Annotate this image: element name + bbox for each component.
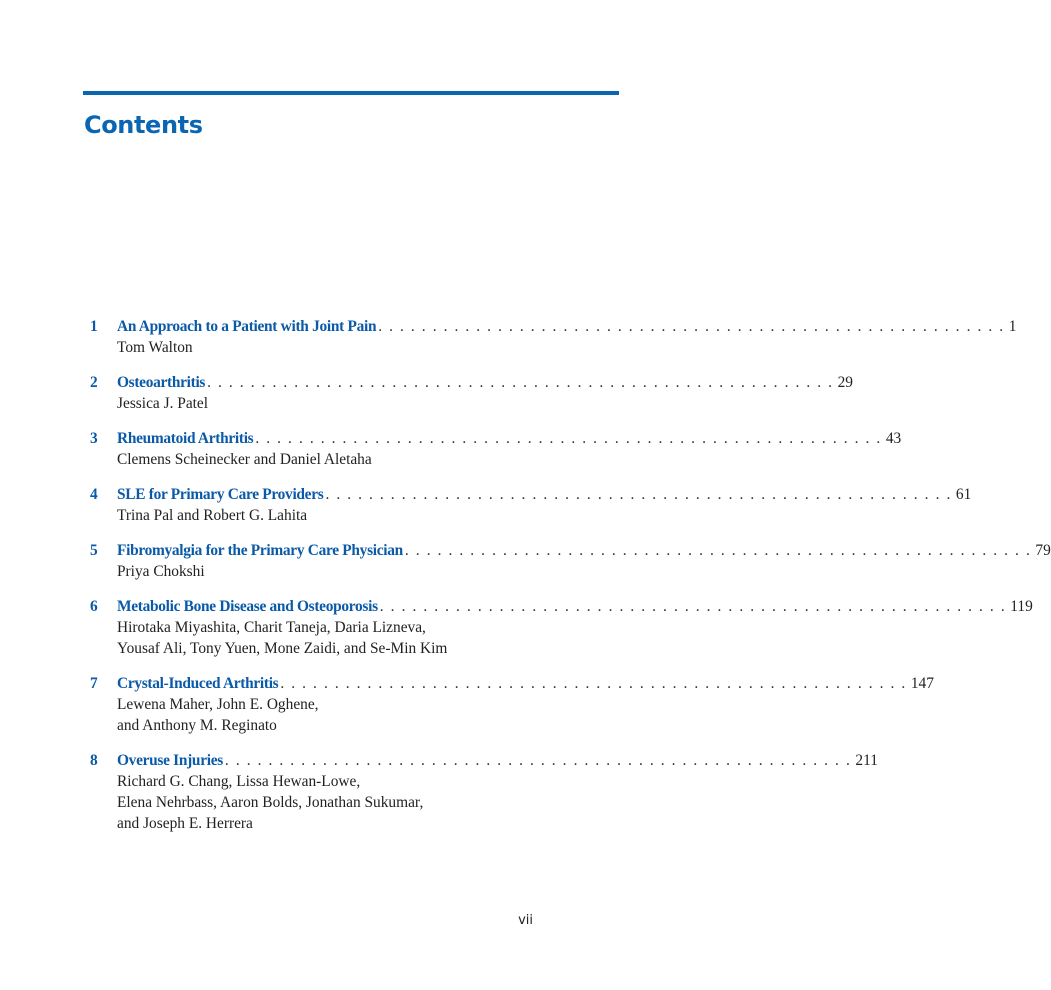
chapter-title-link[interactable]: Fibromyalgia for the Primary Care Physician xyxy=(117,542,403,559)
toc-entry-2[interactable] xyxy=(90,372,853,414)
chapter-title-link[interactable]: SLE for Primary Care Providers xyxy=(117,486,324,503)
dot-leader: . . . . . . . . . . . . . . . . . . . . . . . . . . . . . . . . . . . . . . . . . . . . . . . . . . . . . . . . . . xyxy=(325,486,952,503)
toc-title-line[interactable] xyxy=(90,750,878,771)
chapter-page-number[interactable]: 29 xyxy=(837,374,853,391)
chapter-authors xyxy=(90,449,533,470)
chapter-authors xyxy=(90,694,533,736)
chapter-number: 6 xyxy=(90,598,98,615)
dot-leader: . . . . . . . . . . . . . . . . . . . . . . . . . . . . . . . . . . . . . . . . . . . . . . . . . . . . . . . . . . xyxy=(404,542,1032,559)
author-line: Elena Nehrbass, Aaron Bolds, Jonathan Sukumar, xyxy=(117,794,424,811)
dot-leader: . . . . . . . . . . . . . . . . . . . . . . . . . . . . . . . . . . . . . . . . . . . . . . . . . . . . . . . . . . xyxy=(255,430,882,447)
chapter-authors xyxy=(90,393,533,414)
author-line: Trina Pal and Robert G. Lahita xyxy=(117,507,308,524)
chapter-title-link[interactable]: An Approach to a Patient with Joint Pain xyxy=(117,318,377,335)
chapter-number: 8 xyxy=(90,752,98,769)
dot-leader: . . . . . . . . . . . . . . . . . . . . . . . . . . . . . . . . . . . . . . . . . . . . . . . . . . . . . . . . . . xyxy=(379,598,1007,615)
chapter-page-number[interactable]: 1 xyxy=(1008,318,1017,335)
toc-title-line[interactable] xyxy=(90,484,972,505)
toc-entry-6[interactable] xyxy=(90,596,1033,659)
chapter-title-link[interactable]: Overuse Injuries xyxy=(117,752,223,769)
chapter-authors xyxy=(90,561,533,582)
author-line: Tom Walton xyxy=(117,339,193,356)
toc-title-line[interactable] xyxy=(90,372,853,393)
chapter-title-link[interactable]: Rheumatoid Arthritis xyxy=(117,430,254,447)
chapter-number: 3 xyxy=(90,430,98,447)
toc-entry-3[interactable] xyxy=(90,428,902,470)
chapter-authors xyxy=(90,337,533,358)
toc-entry-5[interactable] xyxy=(90,540,1051,582)
page-title: Contents xyxy=(84,111,203,139)
chapter-authors xyxy=(90,771,533,834)
toc-title-line[interactable] xyxy=(90,540,1051,561)
author-line: Clemens Scheinecker and Daniel Aletaha xyxy=(117,451,372,468)
chapter-page-number[interactable]: 79 xyxy=(1035,542,1051,559)
toc-entry-4[interactable] xyxy=(90,484,972,526)
chapter-number: 1 xyxy=(90,318,98,335)
author-line: Hirotaka Miyashita, Charit Taneja, Daria Lizneva, xyxy=(117,619,426,636)
dot-leader: . . . . . . . . . . . . . . . . . . . . . . . . . . . . . . . . . . . . . . . . . . . . . . . . . . . . . . . . . . xyxy=(378,318,1005,335)
page-number-folio: vii xyxy=(518,913,533,928)
dot-leader: . . . . . . . . . . . . . . . . . . . . . . . . . . . . . . . . . . . . . . . . . . . . . . . . . . . . . . . . . . xyxy=(280,675,907,692)
chapter-number: 4 xyxy=(90,486,98,503)
author-line: Yousaf Ali, Tony Yuen, Mone Zaidi, and Se-Min Kim xyxy=(117,640,448,657)
table-of-contents xyxy=(90,316,1051,848)
toc-title-line[interactable] xyxy=(90,428,902,449)
chapter-number: 7 xyxy=(90,675,98,692)
chapter-title-link[interactable]: Osteoarthritis xyxy=(117,374,206,391)
top-rule xyxy=(83,91,619,95)
toc-title-line[interactable] xyxy=(90,316,1017,337)
author-line: Richard G. Chang, Lissa Hewan-Lowe, xyxy=(117,773,361,790)
dot-leader: . . . . . . . . . . . . . . . . . . . . . . . . . . . . . . . . . . . . . . . . . . . . . . . . . . . . . . . . . . xyxy=(207,374,834,391)
chapter-authors xyxy=(90,505,533,526)
author-line: Lewena Maher, John E. Oghene, xyxy=(117,696,319,713)
author-line: Jessica J. Patel xyxy=(117,395,209,412)
chapter-number: 2 xyxy=(90,374,98,391)
author-line: and Joseph E. Herrera xyxy=(117,815,253,832)
author-line: Priya Chokshi xyxy=(117,563,205,580)
toc-title-line[interactable] xyxy=(90,673,934,694)
toc-entry-1[interactable] xyxy=(90,316,1017,358)
chapter-page-number[interactable]: 147 xyxy=(910,675,934,692)
chapter-page-number[interactable]: 119 xyxy=(1010,598,1033,615)
chapter-number: 5 xyxy=(90,542,98,559)
dot-leader: . . . . . . . . . . . . . . . . . . . . . . . . . . . . . . . . . . . . . . . . . . . . . . . . . . . . . . . . . . xyxy=(224,752,852,769)
toc-entry-7[interactable] xyxy=(90,673,934,736)
chapter-page-number[interactable]: 43 xyxy=(885,430,902,447)
toc-title-line[interactable] xyxy=(90,596,1033,617)
chapter-page-number[interactable]: 211 xyxy=(855,752,878,769)
chapter-title-link[interactable]: Metabolic Bone Disease and Osteoporosis xyxy=(117,598,378,615)
author-line: and Anthony M. Reginato xyxy=(117,717,277,734)
toc-entry-8[interactable] xyxy=(90,750,878,834)
chapter-title-link[interactable]: Crystal-Induced Arthritis xyxy=(117,675,279,692)
chapter-authors xyxy=(90,617,533,659)
chapter-page-number[interactable]: 61 xyxy=(955,486,972,503)
